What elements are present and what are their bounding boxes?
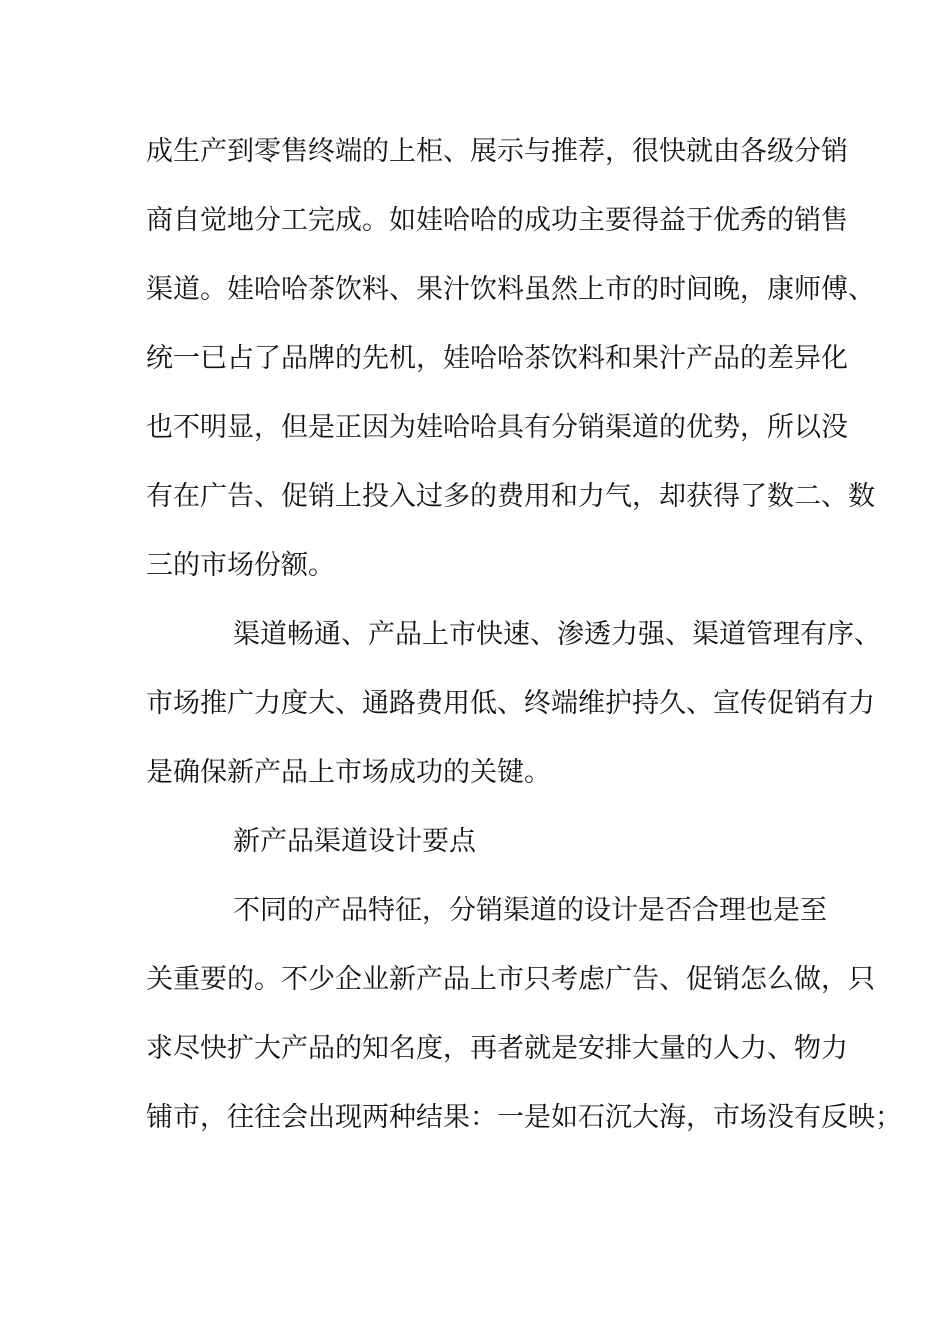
paragraph-line: 渠道。娃哈哈茶饮料、果汁饮料虽然上市的时间晚，康师傅、 [146,274,875,305]
paragraph-line: 有在广告、促销上投入过多的费用和力气，却获得了数二、数 [146,481,875,512]
paragraph-line: 也不明显，但是正因为娃哈哈具有分销渠道的优势，所以没 [146,412,848,443]
paragraph-line: 渠道畅通、产品上市快速、渗透力强、渠道管理有序、 [233,619,881,650]
paragraph-line: 铺市，往往会出现两种结果：一是如石沉大海，市场没有反映； [146,1102,902,1133]
paragraph-line: 成生产到零售终端的上柜、展示与推荐，很快就由各级分销 [146,136,848,167]
paragraph-line: 三的市场份额。 [146,550,335,581]
paragraph-line: 不同的产品特征，分销渠道的设计是否合理也是至 [233,895,827,926]
paragraph-line: 市场推广力度大、通路费用低、终端维护持久、宣传促销有力 [146,688,875,719]
paragraph-line: 关重要的。不少企业新产品上市只考虑广告、促销怎么做，只 [146,964,875,995]
section-heading: 新产品渠道设计要点 [233,826,476,857]
paragraph-line: 求尽快扩大产品的知名度，再者就是安排大量的人力、物力 [146,1033,848,1064]
paragraph-line: 是确保新产品上市场成功的关键。 [146,757,551,788]
paragraph-line: 商自觉地分工完成。如娃哈哈的成功主要得益于优秀的销售 [146,205,848,236]
paragraph-line: 统一已占了品牌的先机，娃哈哈茶饮料和果汁产品的差异化 [146,343,848,374]
